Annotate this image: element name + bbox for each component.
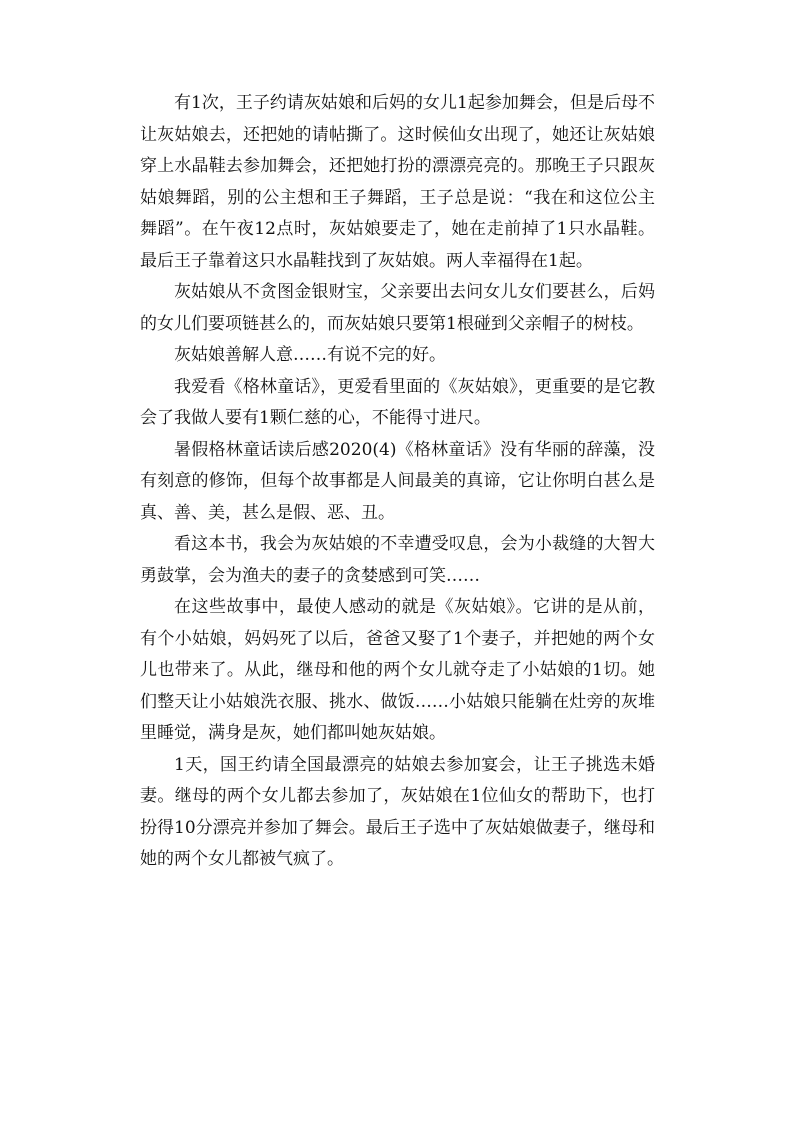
paragraph-8: 1天，国王约请全国最漂亮的姑娘去参加宴会，让王子挑选未婚妻。继母的两个女儿都去参加了，灰姑娘在1位仙女的帮助下，也打扮得10分漂亮并参加了舞会。最后王子选中了灰姑娘做妻子，继母和她的两个女儿都被气疯了。 <box>140 754 655 869</box>
paragraph-5: 暑假格林童话读后感2020(4)《格林童话》没有华丽的辞藻，没有刻意的修饰，但每个故事都是人间最美的真谛，它让你明白甚么是真、善、美，甚么是假、恶、丑。 <box>140 439 655 523</box>
paragraph-2: 灰姑娘从不贪图金银财宝，父亲要出去问女儿女们要甚么，后妈的女儿们要项链甚么的，而灰姑娘只要第1根碰到父亲帽子的树枝。 <box>140 282 655 334</box>
document-body <box>140 88 655 876</box>
paragraph-7: 在这些故事中，最使人感动的就是《灰姑娘》。它讲的是从前，有个小姑娘，妈妈死了以后，爸爸又娶了1个妻子，并把她的两个女儿也带来了。从此，继母和他的两个女儿就夺走了小姑娘的1切。她们整天让小姑娘洗衣服、挑水、做饭……小姑娘只能躺在灶旁的灰堆里睡觉，满身是灰，她们都叫她灰姑娘。 <box>140 597 655 743</box>
paragraph-1: 有1次，王子约请灰姑娘和后妈的女儿1起参加舞会，但是后母不让灰姑娘去，还把她的请帖撕了。这时候仙女出现了，她还让灰姑娘穿上水晶鞋去参加舞会，还把她打扮的漂漂亮亮的。那晚王子只跟灰姑娘舞蹈，别的公主想和王子舞蹈，王子总是说：“我在和这位公主舞蹈”。在午夜12点时，灰姑娘要走了，她在走前掉了1只水晶鞋。最后王子靠着这只水晶鞋找到了灰姑娘。两人幸福得在1起。 <box>140 93 655 271</box>
paragraph-3: 灰姑娘善解人意……有说不完的好。 <box>174 345 446 365</box>
paragraph-6: 看这本书，我会为灰姑娘的不幸遭受叹息，会为小裁缝的大智大勇鼓掌，会为渔夫的妻子的贪婪感到可笑…… <box>140 534 655 586</box>
paragraph-4: 我爱看《格林童话》，更爱看里面的《灰姑娘》，更重要的是它教会了我做人要有1颗仁慈的心，不能得寸进尺。 <box>140 376 655 428</box>
